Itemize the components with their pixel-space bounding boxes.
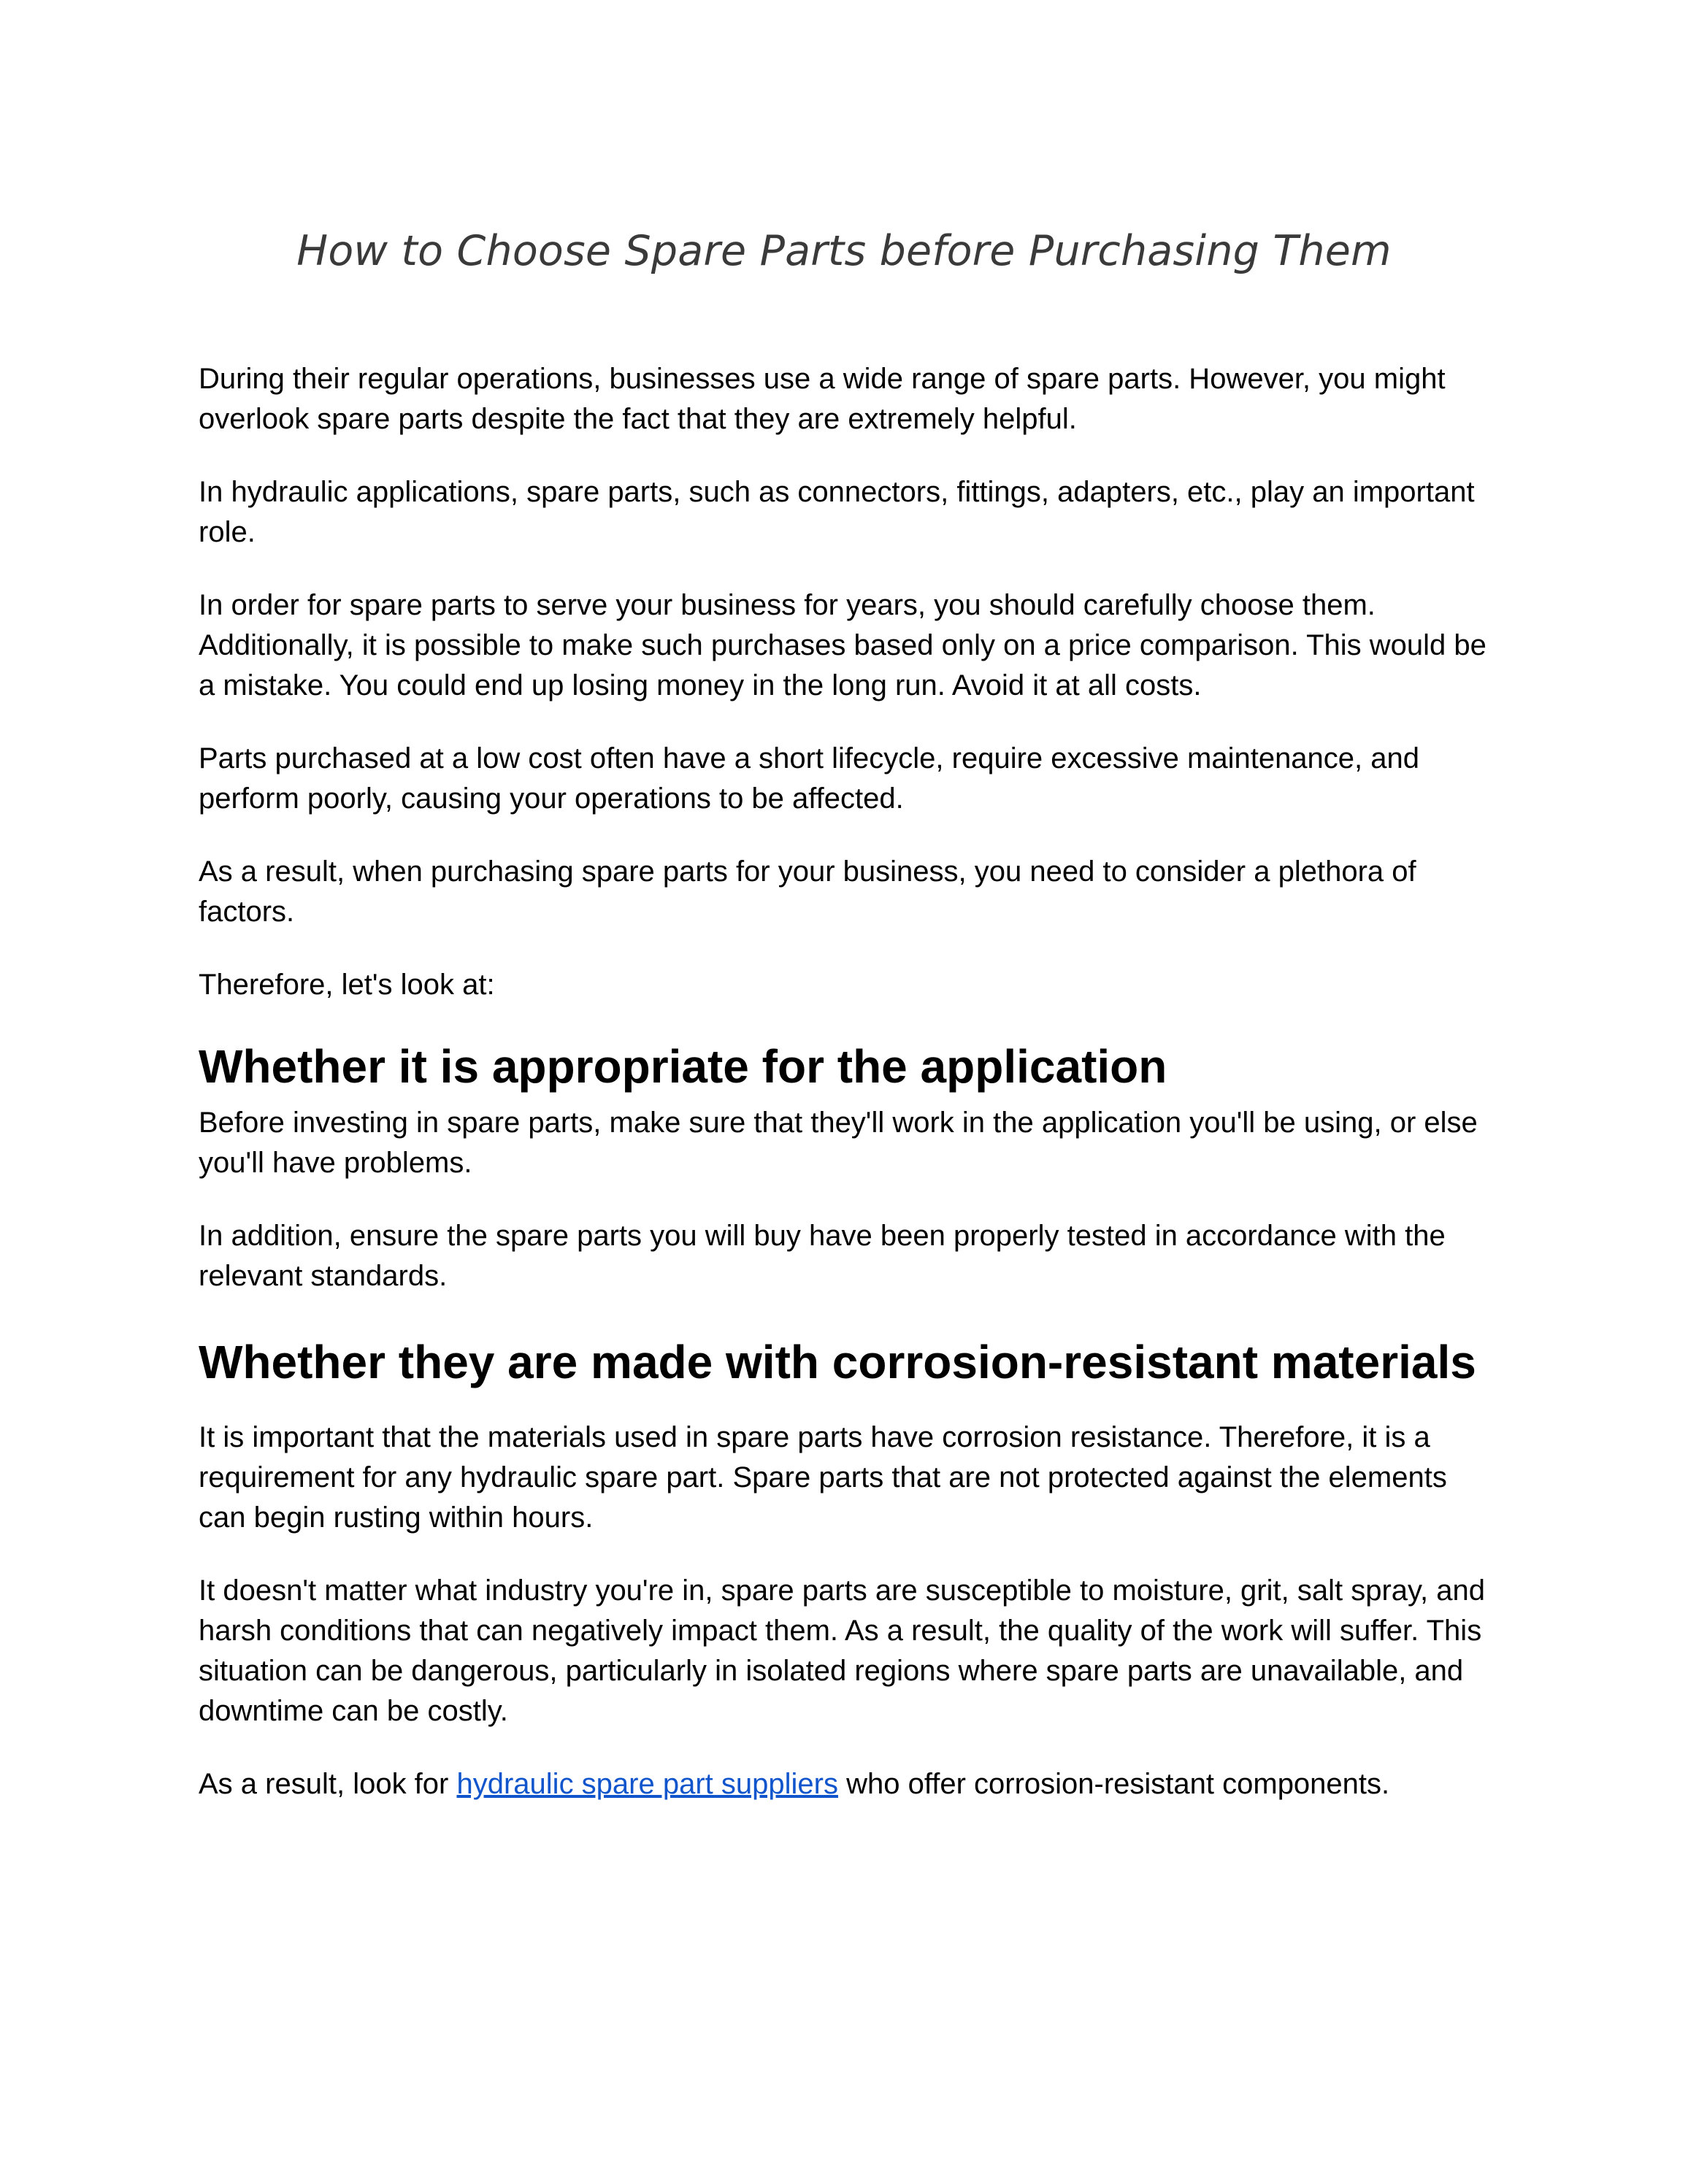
section-corrosion-closing bbox=[199, 1764, 1498, 1804]
hydraulic-suppliers-link[interactable]: hydraulic spare part suppliers bbox=[456, 1768, 838, 1800]
document-body bbox=[199, 359, 1498, 1837]
document-title: How to Choose Spare Parts before Purchasing Them bbox=[296, 227, 1392, 275]
intro-paragraph-5: As a result, when purchasing spare parts for your business, you need to consider a plethora of factors. bbox=[199, 855, 1416, 928]
closing-text-before-link: As a result, look for bbox=[199, 1768, 457, 1800]
section-application-paragraph-1: Before investing in spare parts, make sure that they'll work in the application you'll be using, or else you'll have problems. bbox=[199, 1107, 1478, 1179]
section-application-paragraph-2: In addition, ensure the spare parts you will buy have been properly tested in accordance with the relevant standards. bbox=[199, 1220, 1446, 1292]
closing-text-after-link: who offer corrosion-resistant components. bbox=[837, 1768, 1390, 1800]
intro-paragraph-4: Parts purchased at a low cost often have a short lifecycle, require excessive maintenance, and perform poorly, causing your operations to be affected. bbox=[199, 742, 1420, 815]
section-corrosion-paragraph-2: It doesn't matter what industry you're in, spare parts are susceptible to moisture, grit, salt spray, and harsh conditions that can negatively impact them. As a result, the quality of the work will suffer. This situation can be dangerous, particularly in isolated regions where spare parts are unavailable, and downtime can be costly. bbox=[199, 1574, 1486, 1727]
section-heading-corrosion: Whether they are made with corrosion-resistant materials bbox=[199, 1336, 1476, 1388]
intro-paragraph-6: Therefore, let's look at: bbox=[199, 969, 495, 1001]
intro-paragraph-3: In order for spare parts to serve your business for years, you should carefully choose them. Additionally, it is possible to make such purchases based only on a price comparison. This would be a mistake. You could end up losing money in the long run. Avoid it at all costs. bbox=[199, 589, 1486, 701]
intro-paragraph-2: In hydraulic applications, spare parts, such as connectors, fittings, adapters, etc., play an important role. bbox=[199, 476, 1475, 548]
section-corrosion-paragraph-1: It is important that the materials used in spare parts have corrosion resistance. Therefore, it is a requirement for any hydraulic spare part. Spare parts that are not protected against the elements can begin rusting within hours. bbox=[199, 1421, 1447, 1534]
section-heading-application: Whether it is appropriate for the application bbox=[199, 1040, 1167, 1093]
intro-paragraph-1: During their regular operations, businesses use a wide range of spare parts. However, you might overlook spare parts despite the fact that they are extremely helpful. bbox=[199, 363, 1446, 435]
